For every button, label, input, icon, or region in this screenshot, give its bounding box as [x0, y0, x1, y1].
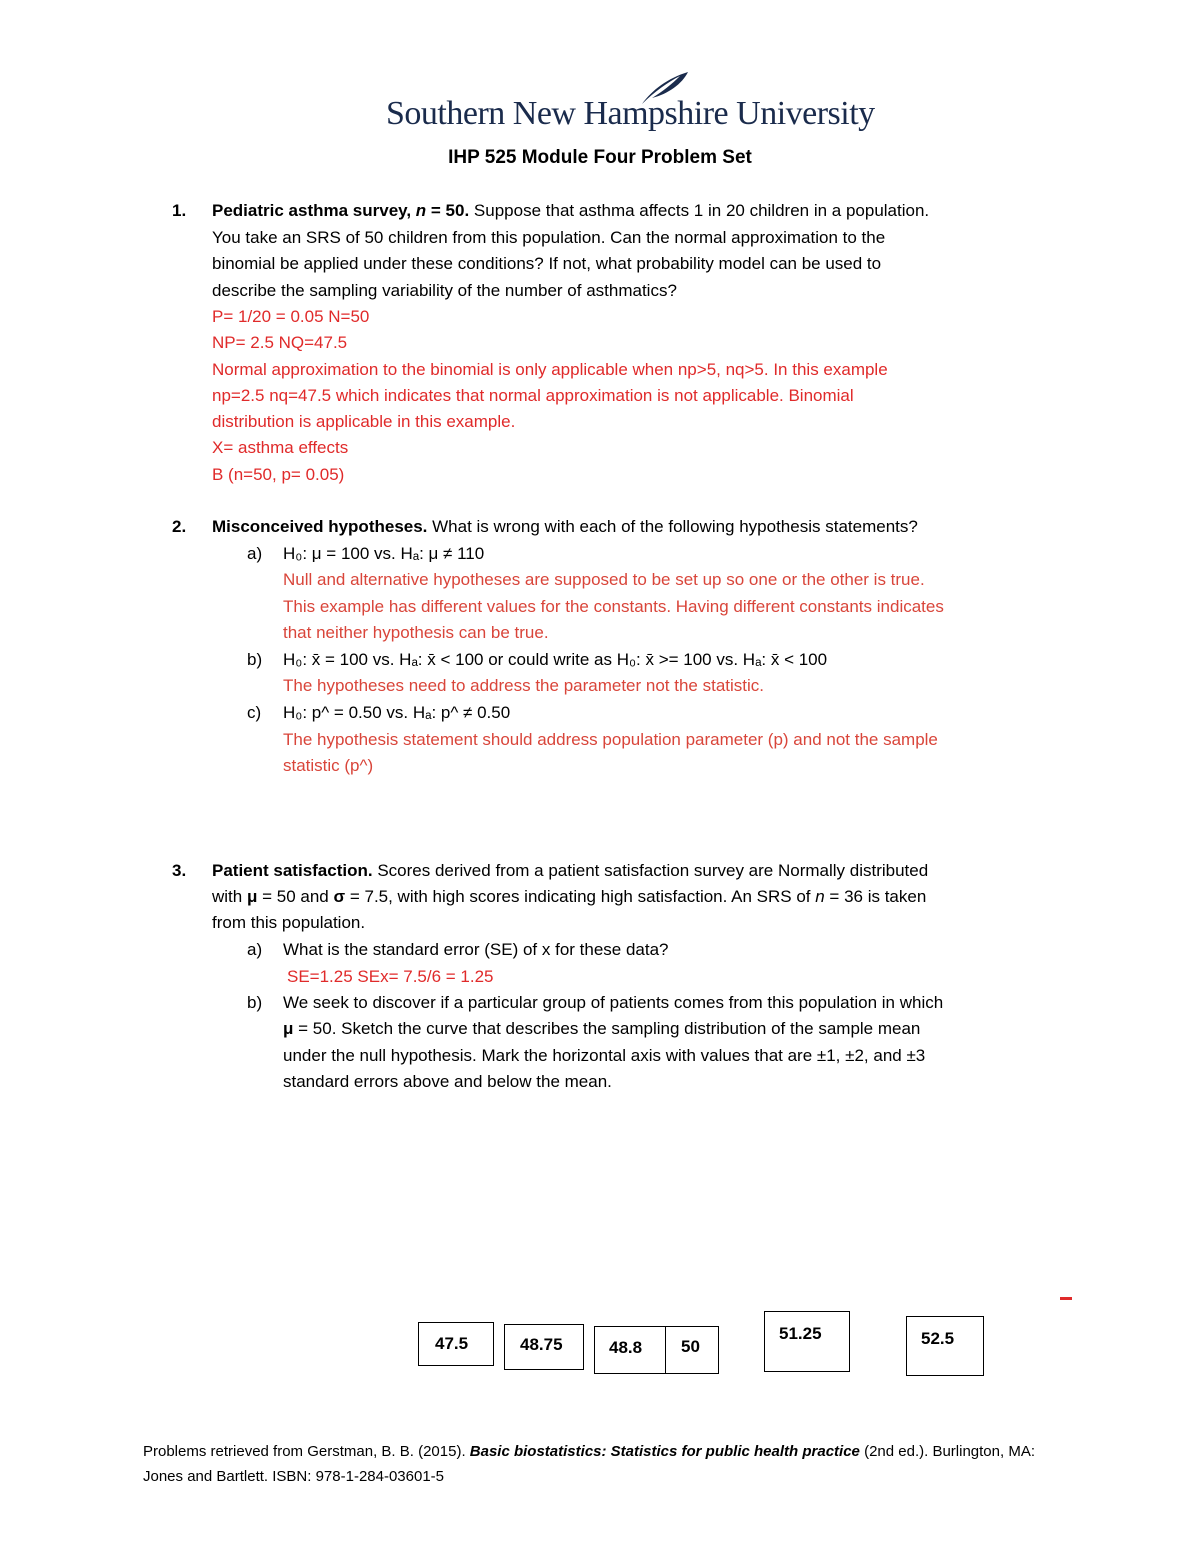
footer-text-a: Problems retrieved from Gerstman, B. B. (2015).	[143, 1443, 470, 1460]
q1-answer-1: P= 1/20 = 0.05 N=50	[212, 307, 370, 326]
q1-answer-5: distribution is applicable in this example.	[212, 412, 516, 431]
q3a-label: a)	[247, 940, 263, 959]
q3-text-2c: = 50 and	[257, 887, 334, 906]
q3-line-1	[212, 858, 928, 884]
q2-text: What is wrong with each of the following hypothesis statements?	[427, 517, 918, 536]
q3b-line-4: standard errors above and below the mean.	[283, 1072, 612, 1091]
q1-answer-7: B (n=50, p= 0.05)	[212, 465, 345, 484]
axis-value-2: 48.75	[520, 1335, 563, 1354]
q1-text-1: Suppose that asthma affects 1 in 20 children in a population.	[469, 201, 930, 220]
q2b-label: b)	[247, 650, 263, 669]
axis-value-3: 48.8	[609, 1338, 643, 1357]
axis-value-4: 50	[681, 1337, 700, 1356]
q3-text-2a: with	[212, 887, 247, 906]
q1-n-value: = 50.	[426, 201, 470, 220]
q2-line-1	[212, 514, 918, 540]
q3a-statement: What is the standard error (SE) of x for these data?	[283, 940, 669, 959]
q1-lead: Pediatric asthma survey,	[212, 201, 412, 220]
q3-text-1: Scores derived from a patient satisfaction survey are Normally distributed	[372, 861, 929, 880]
red-dash-mark	[1060, 1297, 1072, 1300]
footer-citation-line-2: Jones and Bartlett. ISBN: 978-1-284-03601-5	[143, 1468, 445, 1485]
q2a-answer-3: that neither hypothesis can be true.	[283, 623, 549, 642]
q1-answer-3: Normal approximation to the binomial is only applicable when np>5, nq>5. In this example	[212, 360, 888, 379]
q1-line-2: You take an SRS of 50 children from this population. Can the normal approximation to the	[212, 228, 886, 247]
footer-text-b: (2nd ed.). Burlington, MA:	[859, 1443, 1035, 1460]
q3-mu: μ	[246, 887, 258, 906]
q1-line-3: binomial be applied under these conditions? If not, what probability model can be used to	[212, 254, 882, 273]
axis-box-5	[764, 1311, 850, 1372]
q3-n: n	[815, 887, 825, 906]
q2a-answer-1: Null and alternative hypotheses are supposed to be set up so one or the other is true.	[283, 570, 925, 589]
footer-book-title: Basic biostatistics: Statistics for public health practice	[469, 1443, 860, 1460]
footer-citation-line-1	[143, 1440, 1035, 1464]
page-title: IHP 525 Module Four Problem Set	[448, 147, 752, 168]
axis-box-2	[504, 1324, 584, 1370]
q3-line-3: from this population.	[212, 913, 366, 932]
axis-box-4	[665, 1326, 719, 1374]
q3b-line-2	[283, 1016, 920, 1042]
q2-number: 2.	[172, 517, 187, 536]
q2c-answer-1: The hypothesis statement should address population parameter (p) and not the sample	[283, 730, 938, 749]
q1-answer-2: NP= 2.5 NQ=47.5	[212, 333, 348, 352]
q3-sigma: σ	[333, 887, 346, 906]
q3a-answer: SE=1.25 SEx= 7.5/6 = 1.25	[287, 967, 494, 986]
q3b-text-2b: = 50. Sketch the curve that describes the sampling distribution of the sample mean	[293, 1019, 921, 1038]
q3b-line-1: We seek to discover if a particular group of patients comes from this population in which	[283, 993, 944, 1012]
q3b-mu: μ	[283, 1019, 294, 1038]
q3-line-2	[212, 884, 926, 910]
q1-line-4: describe the sampling variability of the number of asthmatics?	[212, 281, 677, 300]
q1-line-1	[212, 198, 929, 224]
q2b-answer-1: The hypotheses need to address the parameter not the statistic.	[283, 676, 765, 695]
axis-box-1	[418, 1322, 494, 1366]
q3b-line-3: under the null hypothesis. Mark the horizontal axis with values that are ±1, ±2, and ±3	[283, 1046, 926, 1065]
q1-answer-6: X= asthma effects	[212, 438, 349, 457]
q2-lead: Misconceived hypotheses.	[212, 517, 428, 536]
q2a-label: a)	[247, 544, 263, 563]
q3-text-2g: = 36 is taken	[824, 887, 927, 906]
axis-box-3	[594, 1326, 666, 1374]
q3-number: 3.	[172, 861, 187, 880]
axis-box-6	[906, 1316, 984, 1376]
university-logo: Southern New Hampshire University	[386, 95, 875, 132]
q2c-statement: H₀: p^ = 0.50 vs. Hₐ: p^ ≠ 0.50	[283, 703, 511, 722]
axis-value-6: 52.5	[921, 1329, 955, 1348]
q3-lead: Patient satisfaction.	[212, 861, 373, 880]
q3-text-2e: = 7.5, with high scores indicating high satisfaction. An SRS of	[345, 887, 816, 906]
axis-value-5: 51.25	[779, 1324, 822, 1343]
axis-value-1: 47.5	[435, 1334, 469, 1353]
q3b-label: b)	[247, 993, 263, 1012]
q2a-statement: H₀: μ = 100 vs. Hₐ: μ ≠ 110	[283, 544, 485, 563]
q2c-answer-2: statistic (p^)	[283, 756, 374, 775]
q2a-answer-2: This example has different values for the constants. Having different constants indicates	[283, 597, 944, 616]
q2b-statement: H₀: x̄ = 100 vs. Hₐ: x̄ < 100 or could write as H₀: x̄ >= 100 vs. Hₐ: x̄ < 100	[283, 650, 828, 669]
q2c-label: c)	[247, 703, 262, 722]
q1-answer-4: np=2.5 nq=47.5 which indicates that normal approximation is not applicable. Binomial	[212, 386, 854, 405]
q1-n: n	[415, 201, 427, 220]
q1-number: 1.	[172, 201, 187, 220]
